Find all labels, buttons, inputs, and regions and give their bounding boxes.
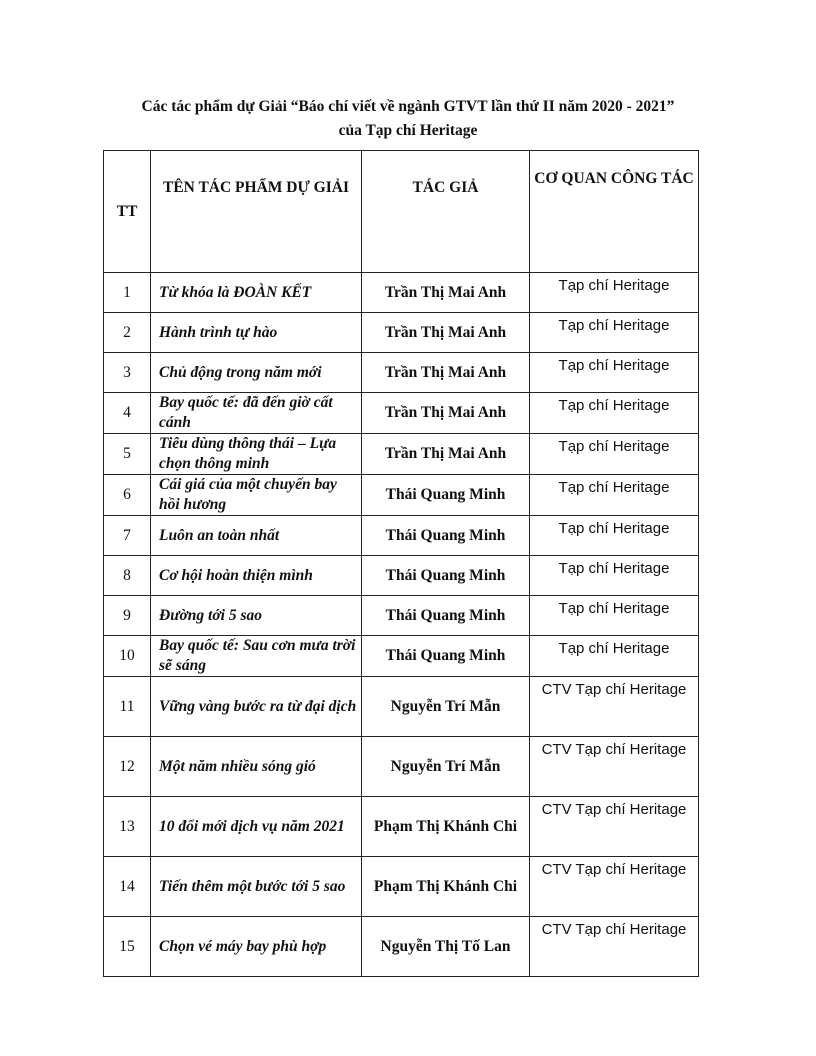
table-row — [104, 393, 699, 434]
author-name: Thái Quang Minh — [362, 516, 530, 556]
table-body — [104, 273, 699, 977]
work-title: Chọn vé máy bay phù hợp — [151, 917, 362, 977]
author-name: Nguyễn Thị Tố Lan — [362, 917, 530, 977]
work-title: Hành trình tự hào — [151, 313, 362, 353]
table-row — [104, 516, 699, 556]
header-tt: TT — [104, 151, 151, 273]
work-title: Vững vàng bước ra từ đại dịch — [151, 677, 362, 737]
author-name: Trần Thị Mai Anh — [362, 313, 530, 353]
work-title: Cơ hội hoàn thiện mình — [151, 556, 362, 596]
table-row — [104, 434, 699, 475]
row-number: 9 — [104, 596, 151, 636]
work-title: Cái giá của một chuyến bay hồi hương — [151, 475, 362, 516]
row-number: 4 — [104, 393, 151, 434]
work-title: Tiến thêm một bước tới 5 sao — [151, 857, 362, 917]
author-name: Thái Quang Minh — [362, 636, 530, 677]
table-row — [104, 636, 699, 677]
table-row — [104, 475, 699, 516]
work-title: Luôn an toàn nhất — [151, 516, 362, 556]
organization: Tạp chí Heritage — [530, 636, 699, 677]
table-row — [104, 677, 699, 737]
author-name: Nguyễn Trí Mẫn — [362, 737, 530, 797]
organization: Tạp chí Heritage — [530, 313, 699, 353]
organization: CTV Tạp chí Heritage — [530, 737, 699, 797]
header-work-name: TÊN TÁC PHẨM DỰ GIẢI — [151, 151, 362, 273]
row-number: 13 — [104, 797, 151, 857]
table-row — [104, 917, 699, 977]
row-number: 14 — [104, 857, 151, 917]
table-row — [104, 857, 699, 917]
organization: Tạp chí Heritage — [530, 475, 699, 516]
title-line-2: của Tạp chí Heritage — [338, 122, 478, 139]
table-header-row — [104, 151, 699, 273]
row-number: 1 — [104, 273, 151, 313]
table-row — [104, 596, 699, 636]
organization: CTV Tạp chí Heritage — [530, 797, 699, 857]
table-row — [104, 556, 699, 596]
work-title: Bay quốc tế: đã đến giờ cất cánh — [151, 393, 362, 434]
table-row — [104, 313, 699, 353]
row-number: 6 — [104, 475, 151, 516]
table-row — [104, 737, 699, 797]
author-name: Thái Quang Minh — [362, 556, 530, 596]
work-title: Một năm nhiều sóng gió — [151, 737, 362, 797]
work-title: Tiêu dùng thông thái – Lựa chọn thông minh — [151, 434, 362, 475]
organization: Tạp chí Heritage — [530, 273, 699, 313]
author-name: Trần Thị Mai Anh — [362, 273, 530, 313]
organization: Tạp chí Heritage — [530, 434, 699, 475]
header-organization: CƠ QUAN CÔNG TÁC — [530, 151, 699, 273]
entries-table — [103, 150, 699, 977]
author-name: Thái Quang Minh — [362, 596, 530, 636]
organization: Tạp chí Heritage — [530, 516, 699, 556]
author-name: Trần Thị Mai Anh — [362, 353, 530, 393]
row-number: 3 — [104, 353, 151, 393]
organization: CTV Tạp chí Heritage — [530, 677, 699, 737]
header-author: TÁC GIẢ — [362, 151, 530, 273]
author-name: Trần Thị Mai Anh — [362, 434, 530, 475]
author-name: Thái Quang Minh — [362, 475, 530, 516]
author-name: Phạm Thị Khánh Chi — [362, 857, 530, 917]
organization: CTV Tạp chí Heritage — [530, 917, 699, 977]
row-number: 15 — [104, 917, 151, 977]
row-number: 10 — [104, 636, 151, 677]
author-name: Nguyễn Trí Mẫn — [362, 677, 530, 737]
work-title: Chủ động trong năm mới — [151, 353, 362, 393]
organization: Tạp chí Heritage — [530, 353, 699, 393]
work-title: 10 đổi mới dịch vụ năm 2021 — [151, 797, 362, 857]
table-row — [104, 273, 699, 313]
row-number: 2 — [104, 313, 151, 353]
row-number: 8 — [104, 556, 151, 596]
row-number: 7 — [104, 516, 151, 556]
author-name: Trần Thị Mai Anh — [362, 393, 530, 434]
table-row — [104, 797, 699, 857]
work-title: Từ khóa là ĐOÀN KẾT — [151, 273, 362, 313]
document-title — [60, 95, 756, 143]
organization: CTV Tạp chí Heritage — [530, 857, 699, 917]
title-line-1: Các tác phẩm dự Giải “Báo chí viết về ngành GTVT lần thứ II năm 2020 - 2021” — [141, 98, 675, 115]
row-number: 11 — [104, 677, 151, 737]
author-name: Phạm Thị Khánh Chi — [362, 797, 530, 857]
work-title: Đường tới 5 sao — [151, 596, 362, 636]
row-number: 12 — [104, 737, 151, 797]
organization: Tạp chí Heritage — [530, 596, 699, 636]
organization: Tạp chí Heritage — [530, 556, 699, 596]
organization: Tạp chí Heritage — [530, 393, 699, 434]
row-number: 5 — [104, 434, 151, 475]
work-title: Bay quốc tế: Sau cơn mưa trời sẽ sáng — [151, 636, 362, 677]
table-row — [104, 353, 699, 393]
